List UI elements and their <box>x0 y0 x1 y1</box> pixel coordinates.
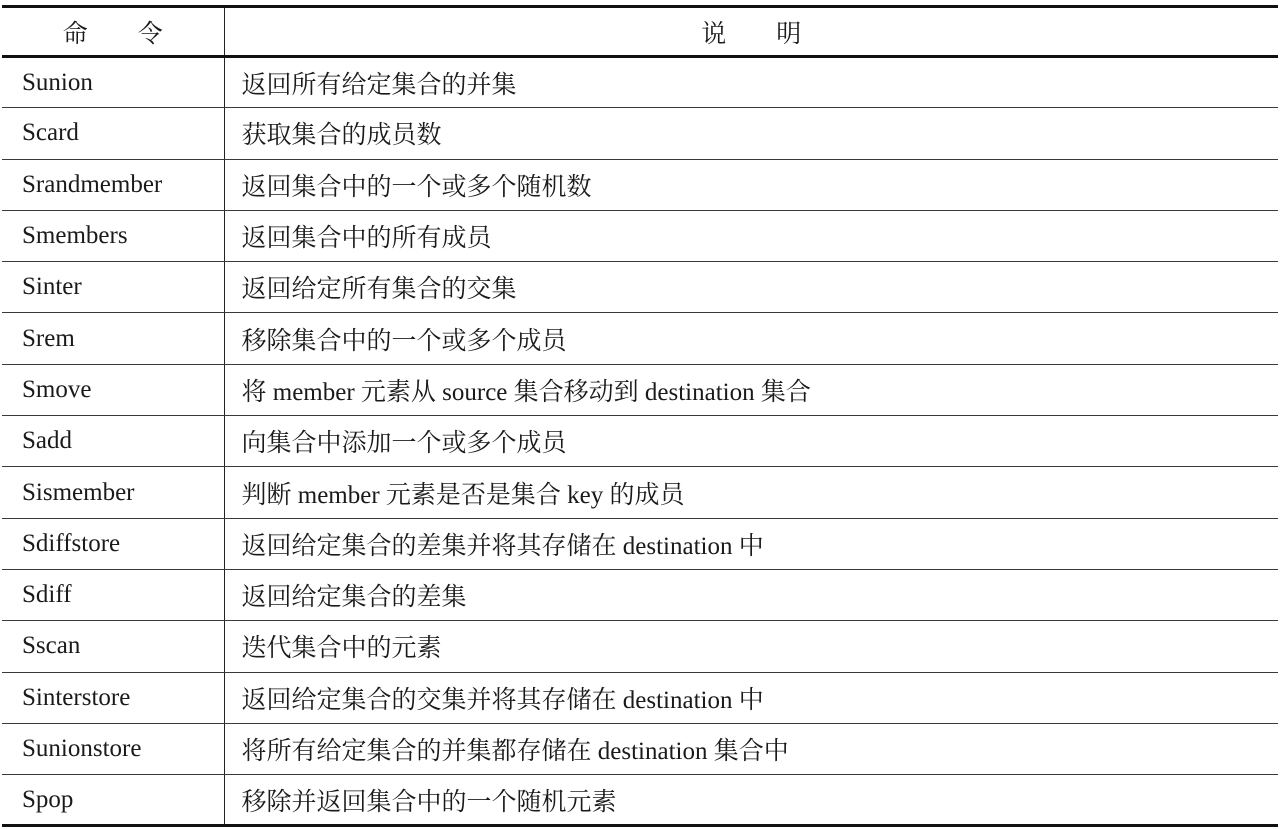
description-cell: 返回所有给定集合的并集 <box>224 57 1278 108</box>
table-row <box>2 672 1278 723</box>
table-row <box>2 621 1278 672</box>
description-cell: 返回集合中的所有成员 <box>224 210 1278 261</box>
description-cell: 返回给定所有集合的交集 <box>224 262 1278 313</box>
description-cell: 迭代集合中的元素 <box>224 621 1278 672</box>
command-cell: Sdiffstore <box>2 518 224 569</box>
header-command: 命令 <box>2 7 224 57</box>
description-cell: 返回给定集合的交集并将其存储在 destination 中 <box>224 672 1278 723</box>
table-row <box>2 364 1278 415</box>
header-row <box>2 7 1278 57</box>
table-row <box>2 775 1278 826</box>
redis-set-commands-table <box>2 5 1278 827</box>
command-cell: Sadd <box>2 416 224 467</box>
table-body <box>2 57 1278 826</box>
table-row <box>2 416 1278 467</box>
command-cell: Sinter <box>2 262 224 313</box>
table-row <box>2 313 1278 364</box>
table-header <box>2 7 1278 57</box>
table-row <box>2 159 1278 210</box>
header-description: 说明 <box>224 7 1278 57</box>
description-cell: 移除并返回集合中的一个随机元素 <box>224 775 1278 826</box>
command-cell: Sunion <box>2 57 224 108</box>
description-cell: 返回给定集合的差集 <box>224 569 1278 620</box>
table-row <box>2 262 1278 313</box>
description-cell: 将所有给定集合的并集都存储在 destination 集合中 <box>224 723 1278 774</box>
command-cell: Smembers <box>2 210 224 261</box>
description-cell: 向集合中添加一个或多个成员 <box>224 416 1278 467</box>
table-row <box>2 518 1278 569</box>
command-cell: Scard <box>2 108 224 159</box>
table-row <box>2 723 1278 774</box>
command-cell: Sscan <box>2 621 224 672</box>
description-cell: 移除集合中的一个或多个成员 <box>224 313 1278 364</box>
command-cell: Srandmember <box>2 159 224 210</box>
command-cell: Spop <box>2 775 224 826</box>
table-row <box>2 57 1278 108</box>
command-cell: Sdiff <box>2 569 224 620</box>
table-row <box>2 467 1278 518</box>
command-cell: Smove <box>2 364 224 415</box>
description-cell: 获取集合的成员数 <box>224 108 1278 159</box>
command-cell: Sismember <box>2 467 224 518</box>
command-cell: Sinterstore <box>2 672 224 723</box>
description-cell: 返回给定集合的差集并将其存储在 destination 中 <box>224 518 1278 569</box>
description-cell: 返回集合中的一个或多个随机数 <box>224 159 1278 210</box>
command-cell: Sunionstore <box>2 723 224 774</box>
description-cell: 判断 member 元素是否是集合 key 的成员 <box>224 467 1278 518</box>
table-row <box>2 108 1278 159</box>
table-row <box>2 210 1278 261</box>
description-cell: 将 member 元素从 source 集合移动到 destination 集合 <box>224 364 1278 415</box>
command-cell: Srem <box>2 313 224 364</box>
table-row <box>2 569 1278 620</box>
